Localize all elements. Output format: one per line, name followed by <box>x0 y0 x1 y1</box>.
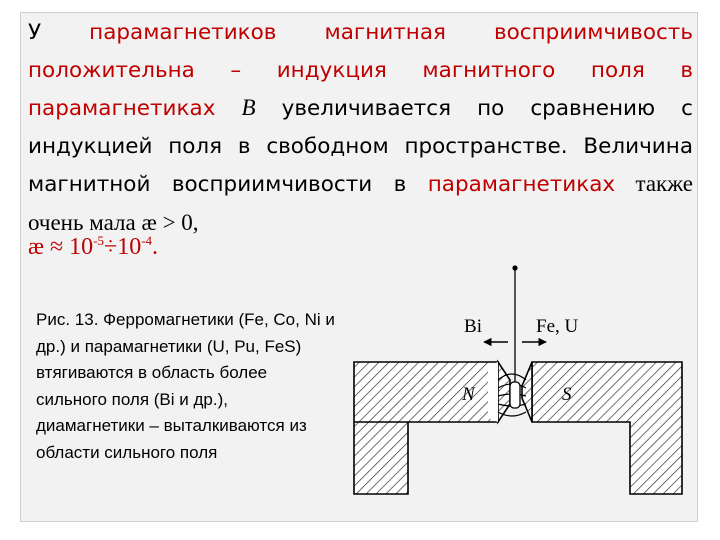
formula-exp-2: -4 <box>141 233 153 248</box>
para-text-1: У <box>28 20 90 45</box>
formula-end: . <box>152 234 159 260</box>
para-text-3: также очень мала æ > 0, <box>28 171 693 235</box>
formula-exp-1: -5 <box>93 233 105 248</box>
para-highlight-1: парамагнетиков магнитная восприимчивость положительна – индукция магнитного поля в парамагнетиках <box>28 20 693 121</box>
label-south-pole: S <box>562 384 572 405</box>
main-paragraph <box>28 14 693 242</box>
magnet-diagram <box>350 262 686 512</box>
para-highlight-2: парамагнетиках <box>427 172 616 197</box>
sample-rod <box>510 382 520 408</box>
para-text-2: увеличивается по сравнению с индукцией поля в свободном пространстве. Величина магнитной восприимчивости в <box>28 96 693 197</box>
pole-gap <box>488 362 498 422</box>
formula-lhs: æ ≈ 10 <box>28 234 94 260</box>
formula-mid: ÷10 <box>104 234 142 260</box>
label-bi: Bi <box>464 316 482 337</box>
susceptibility-formula <box>28 233 158 261</box>
label-fe-u: Fe, U <box>536 316 579 337</box>
figure-caption: Рис. 13. Ферромагнетики (Fe, Co, Ni и др.) и парамагнетики (U, Pu, FeS) втягиваются в область более сильного поля (Bi и др.), диамагнетики – выталкиваются из области сильного поля <box>36 310 335 462</box>
label-north-pole: N <box>462 384 475 405</box>
variable-b: B <box>241 95 256 120</box>
